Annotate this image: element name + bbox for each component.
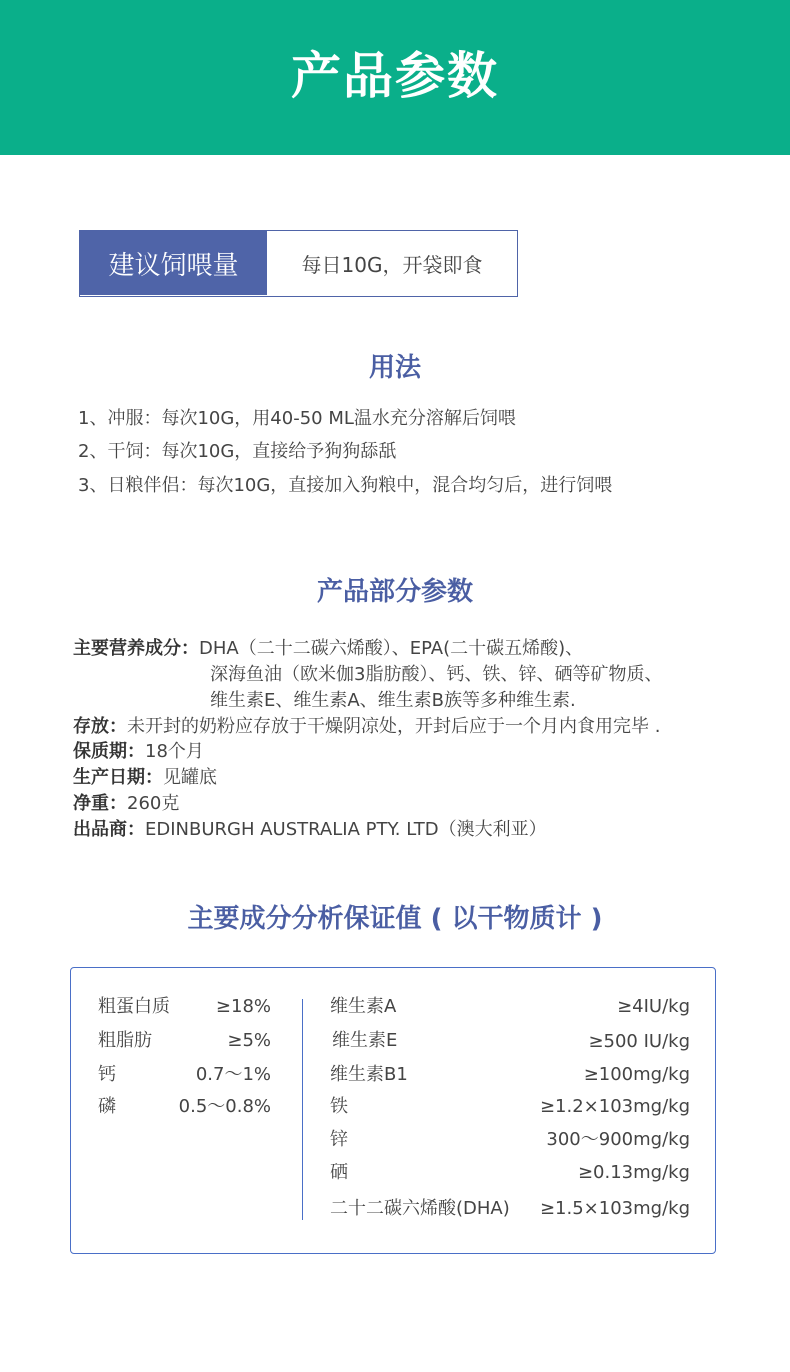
nutrient-value: ≥100mg/kg <box>583 1064 690 1085</box>
net-weight-value: 260克 <box>127 793 180 814</box>
manufacturer-row <box>73 818 547 842</box>
nutrient-value: ≥4IU/kg <box>617 996 690 1017</box>
shelf-life-value: 18个月 <box>145 741 204 762</box>
params-title: 产品部分参数 <box>316 577 473 607</box>
usage-item: 1、冲服：每次10G，用40-50 ML温水充分溶解后饲喂 <box>78 408 516 429</box>
feeding-box <box>79 230 518 297</box>
nutrients-line: 维生素E、维生素A、维生素B族等多种维生素. <box>210 690 576 711</box>
nutrient-value: 0.5～0.8% <box>178 1096 271 1117</box>
production-date-row <box>73 766 217 790</box>
usage-item: 2、干饲：每次10G，直接给予狗狗舔舐 <box>78 441 397 462</box>
nutrient-value: 300～900mg/kg <box>546 1129 690 1150</box>
net-weight-label: 净重： <box>73 793 127 814</box>
nutrient-name: 粗蛋白质 <box>98 996 170 1017</box>
nutrient-value: ≥1.2×103mg/kg <box>539 1096 690 1117</box>
shelf-life-row <box>73 740 204 764</box>
nutrient-name: 硒 <box>330 1162 348 1183</box>
manufacturer-value: EDINBURGH AUSTRALIA PTY. LTD（澳大利亚） <box>145 819 547 840</box>
header-banner <box>0 0 790 155</box>
storage-label: 存放： <box>73 716 127 737</box>
nutrient-name: 维生素A <box>330 996 397 1017</box>
nutrient-name: 钙 <box>98 1064 116 1085</box>
manufacturer-label: 出品商： <box>73 819 145 840</box>
production-date-label: 生产日期： <box>73 767 163 788</box>
nutrients-line: 深海鱼油（欧米伽3脂肪酸）、钙、铁、锌、硒等矿物质、 <box>210 664 663 685</box>
nutrient-value: 0.7～1% <box>195 1064 271 1085</box>
net-weight-row <box>73 792 179 816</box>
nutrient-name: 二十二碳六烯酸(DHA) <box>330 1198 510 1219</box>
nutrient-value: ≥5% <box>227 1030 271 1051</box>
page-title: 产品参数 <box>291 47 499 105</box>
nutrient-value: ≥18% <box>215 996 271 1017</box>
nutrient-name: 锌 <box>330 1129 348 1150</box>
feeding-value: 每日10G，开袋即食 <box>301 252 483 277</box>
nutrient-name: 铁 <box>330 1096 348 1117</box>
usage-title: 用法 <box>368 353 421 383</box>
production-date-value: 见罐底 <box>163 767 217 788</box>
nutrients-row <box>73 637 583 661</box>
storage-row <box>73 715 660 739</box>
nutrients-line: DHA（二十二碳六烯酸）、EPA(二十碳五烯酸)、 <box>199 638 584 659</box>
nutrient-name: 粗脂肪 <box>98 1030 152 1051</box>
table-divider <box>302 999 303 1220</box>
shelf-life-label: 保质期： <box>73 741 145 762</box>
nutrient-name: 维生素E <box>332 1030 398 1051</box>
analysis-title: 主要成分分析保证值 ( 以干物质计 ) <box>187 904 603 934</box>
nutrient-name: 维生素B1 <box>330 1064 408 1085</box>
nutrients-label: 主要营养成分： <box>73 638 199 659</box>
nutrient-name: 磷 <box>98 1096 116 1117</box>
nutrient-value: ≥500 IU/kg <box>588 1031 690 1052</box>
nutrient-value: ≥0.13mg/kg <box>577 1162 690 1183</box>
storage-value: 未开封的奶粉应存放于干燥阴凉处，开封后应于一个月内食用完毕 . <box>127 716 661 737</box>
nutrient-value: ≥1.5×103mg/kg <box>539 1198 690 1219</box>
feeding-label: 建议饲喂量 <box>80 231 267 295</box>
usage-item: 3、日粮伴侣：每次10G，直接加入狗粮中，混合均匀后，进行饲喂 <box>78 475 613 496</box>
